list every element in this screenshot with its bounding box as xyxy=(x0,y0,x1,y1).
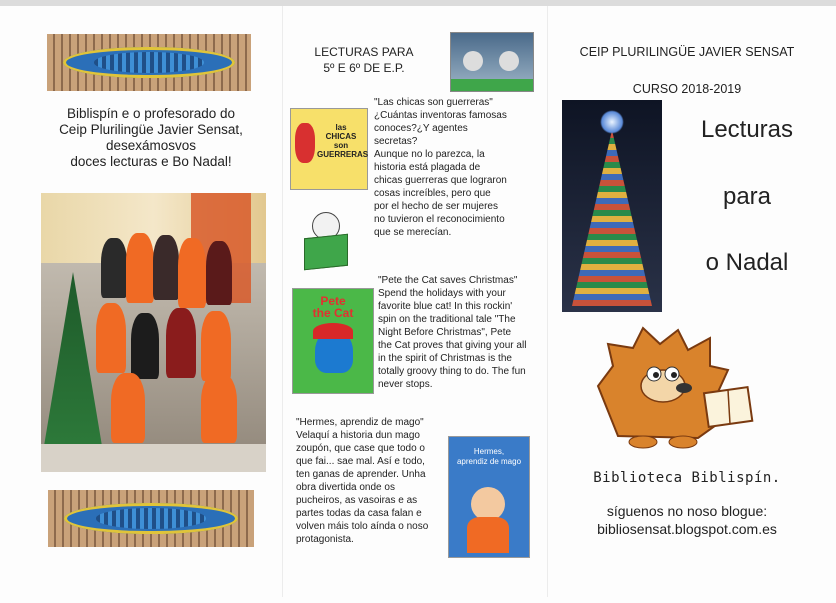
right-panel xyxy=(548,8,826,595)
book3-cover-title: Hermes, aprendiz de mago xyxy=(456,447,522,466)
book2-description: "Pete the Cat saves Christmas" Spend the holidays with your favorite blue cat! In this rockin' spin on the traditional tale "The Night Before Christmas", Pete the Cat proves that giving your all in the spirit of Christmas is the totally groovy thing to do. The fun never stops. xyxy=(378,275,527,390)
fold-line xyxy=(282,6,283,597)
book1-description: "Las chicas son guerreras" ¿Cuántas inventoras famosas conoces?¿Y agentes secretas? Aunque no lo parezca, la historia está plagada de chicas guerreras que lograron cosas increíbles, pero que por el hecho de ser mujeres no tuvieron el reconocimiento que se merecían. xyxy=(374,97,507,238)
title-line-3: o Nadal xyxy=(705,249,789,276)
library-name: Biblioteca Biblispín. xyxy=(593,470,781,486)
left-panel xyxy=(22,8,280,595)
book2-cover-title: Pete the Cat xyxy=(312,294,354,320)
middle-panel xyxy=(284,8,546,595)
book3-description: "Hermes, aprendiz de mago" Velaquí a historia dun mago zoupón, que case que todo o que fai... sae mal. Así e todo, ten ganas de aprender. Unha obra divertida onde os pucheiros, as vasoiras e as partes todas da casa falan e volven máis tolo aínda o noso protagonista. xyxy=(296,417,429,545)
reading-photo xyxy=(450,32,534,92)
group-photo xyxy=(41,193,266,472)
book-cover-pete xyxy=(292,288,374,394)
grade-heading: LECTURAS PARA 5º E 6º DE E.P. xyxy=(314,45,414,75)
blog-address: bibliosensat.blogspot.com.es xyxy=(597,521,777,537)
hedgehog-mascot-icon xyxy=(588,326,768,454)
school-name: CEIP PLURILINGÜE JAVIER SENSAT xyxy=(579,45,795,59)
mural-photo-top xyxy=(47,34,251,91)
title-line-1: Lecturas xyxy=(700,116,794,143)
mural-photo-bottom xyxy=(48,490,254,547)
reading-child-icon xyxy=(300,212,350,268)
top-edge xyxy=(0,0,836,6)
title-line-2: para xyxy=(722,183,772,210)
book-cover-hermes xyxy=(448,436,530,558)
book-tree-photo xyxy=(562,100,662,312)
course-label: CURSO 2018-2019 xyxy=(632,82,742,96)
book1-cover-title: las CHICAS son GUERRERAS xyxy=(317,123,369,159)
book-cover-chicas xyxy=(290,108,368,190)
greeting-text: Biblispín e o profesorado do Ceip Plurilingüe Javier Sensat, desexámosvos doces lecturas e Bo Nadal! xyxy=(59,106,243,169)
follow-text: síguenos no noso blogue: xyxy=(606,503,768,519)
